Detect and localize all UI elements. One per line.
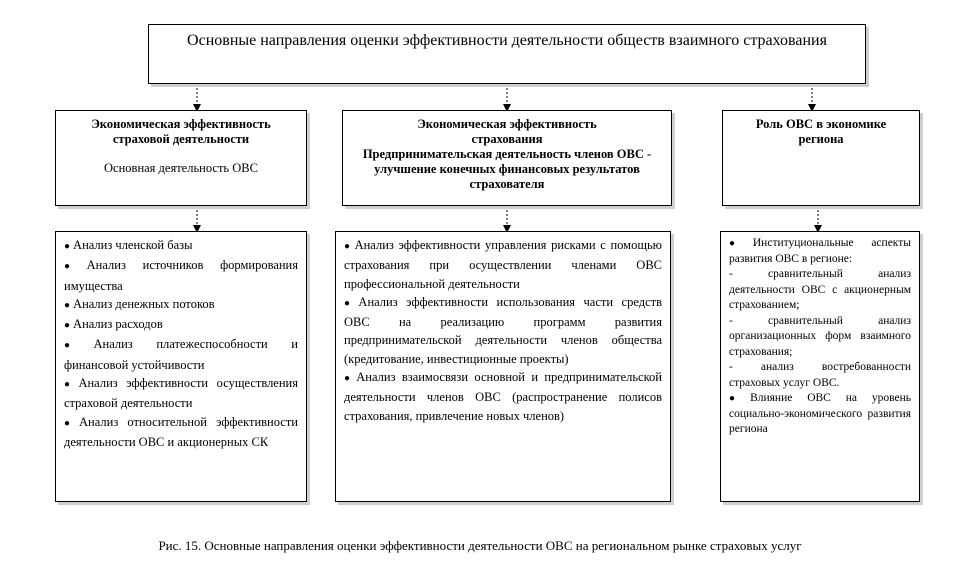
list-item: ● Влияние ОВС на уровень социально-экономического развития региона [729,392,911,435]
list-item: ● Анализ расходов [64,317,163,332]
bullet-icon: ● [64,340,91,352]
bullet-icon: ● [64,320,71,332]
list-item: ● Анализ источников формирования имущества [64,258,298,293]
header-line: Экономическая эффективность [417,117,597,131]
bullet-icon: ● [64,241,71,252]
list-item: ● Анализ эффективности управления рисками с помощью страхования при осуществлении членами ОВС профессиональной деятельности [344,238,662,291]
title-box [148,24,866,84]
list-item: ● Анализ взаимосвязи основной и предпринимательской деятельности членов ОВС (распространение полисов страхования, привлечение новых членов) [344,370,662,423]
bullet-icon: ● [344,373,354,385]
bullet-icon: ● [344,297,356,309]
header-line: страхования [471,132,543,146]
list-item: - сравнительный анализ организационных форм взаимного страхования; [729,314,911,358]
list-item: - анализ востребованности страховых услуг ОВС. [729,361,911,389]
list-item: ● Институциональные аспекты развития ОВС в регионе: [729,237,911,265]
list-item: ● Анализ эффективности использования части средств ОВС на реализацию программ развития предпринимательской деятельности членов общества (кредитование, инвестиционные проекты) [344,294,662,366]
bullet-icon: ● [64,261,84,273]
header-line: страховой деятельности [112,132,250,146]
list-item: - сравнительный анализ деятельности ОВС с акционерным страхованием; [729,268,911,311]
analysis-list-1 [55,231,307,502]
header-line: региона [798,132,844,146]
subheader: Основная деятельность ОВС [104,161,258,175]
bullet-icon: ● [64,299,71,311]
list-item: ● Анализ платежеспособности и финансовой устойчивости [64,337,298,372]
diagram-title: Основные направления оценки эффективности деятельности обществ взаимного страхования [187,32,827,49]
header-line: Экономическая эффективность [91,117,271,131]
bullet-icon: ● [729,238,750,249]
header-box-economic-insurance-activity [55,110,307,206]
bullet-icon: ● [64,379,76,391]
bullet-icon: ● [729,393,748,404]
list-item: ● Анализ денежных потоков [64,296,215,311]
header-box-economic-insurance [342,110,672,206]
list-item: ● Анализ относительной эффективности деятельности ОВС и акционерных СК [64,414,298,449]
bullet-icon: ● [64,417,77,429]
list-item: ● Анализ членской базы [64,238,193,252]
header-line: Роль ОВС в экономике [755,117,887,131]
header-box-region-role [722,110,920,206]
analysis-list-3 [720,231,920,502]
figure-caption: Рис. 15. Основные направления оценки эффективности деятельности ОВС на региональном рынке страховых услуг [158,538,802,553]
subheader: Предпринимательская деятельность членов ОВС - улучшение конечных финансовых результатов страхователя [362,147,652,191]
list-item: ● Анализ эффективности осуществления страховой деятельности [64,376,298,411]
analysis-list-2 [335,231,671,502]
bullet-icon: ● [344,241,352,252]
